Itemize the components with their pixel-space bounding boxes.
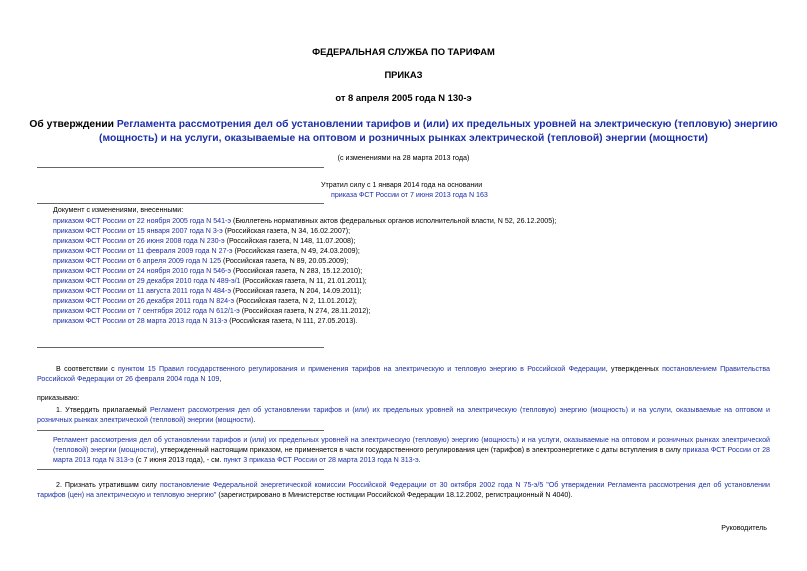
signature-title: Руководитель (721, 524, 767, 532)
list-item (53, 276, 557, 286)
list-item (53, 226, 557, 236)
divider (37, 469, 324, 470)
amendment-link[interactable]: приказом ФСТ России от 29 декабря 2010 года N 489-э/1 (53, 277, 241, 285)
amendment-source: (Российская газета, N 2, 11.01.2012); (234, 297, 357, 305)
doc-type-heading: ПРИКАЗ (384, 69, 423, 80)
government-decree-link[interactable]: постановлением Правительства Российской Федерации от 26 февраля 2004 года N 109 (37, 365, 770, 383)
amendment-source: (Российская газета, N 34, 16.02.2007); (222, 227, 351, 235)
item2-paragraph (37, 480, 770, 500)
amendment-link[interactable]: приказом ФСТ России от 11 августа 2011 года N 484-э (53, 287, 231, 295)
list-item (53, 256, 557, 266)
list-item (53, 236, 557, 246)
date-number-heading: от 8 апреля 2005 года N 130-э (335, 92, 472, 103)
amendment-source: (Российская газета, N 283, 15.12.2010); (231, 267, 363, 275)
amendment-source: (Бюллетень нормативных актов федеральных органов исполнительной власти, N 52, 26.12.2005); (231, 217, 557, 225)
amendment-source: (Российская газета, N 111, 27.05.2013). (227, 317, 358, 325)
amendment-source: (Российская газета, N 11, 21.01.2011); (240, 277, 367, 285)
amendment-source: (Российская газета, N 204, 14.09.2011); (230, 287, 362, 295)
note-paragraph (53, 435, 770, 465)
preamble-text: , утвержденных (605, 365, 663, 373)
preamble-text: , (219, 375, 222, 383)
document-title (25, 118, 782, 146)
divider (37, 203, 324, 204)
amendment-link[interactable]: приказом ФСТ России от 7 сентября 2012 года N 612/1-э (53, 307, 240, 315)
item1-text: 1. Утвердить прилагаемый (56, 406, 151, 414)
list-item (53, 296, 557, 306)
agency-heading: ФЕДЕРАЛЬНАЯ СЛУЖБА ПО ТАРИФАМ (312, 46, 495, 57)
divider (37, 167, 324, 168)
clause-3-link[interactable]: пункт 3 приказа ФСТ России от 28 марта 2013 года N 313-э (223, 456, 419, 464)
item2-text: (зарегистрировано в Министерстве юстиции Российской Федерации 18.12.2002, регистрационный N 4040). (216, 491, 573, 499)
regulation-link[interactable]: Регламент рассмотрения дел об установлении тарифов и (или) их предельных уровней на электрическую (тепловую) энергию (мощность) и на услуги, оказываемые на оптовом и розничных рынках электрической (тепловой) энергии (мощности) (37, 406, 771, 424)
amendment-source: (Российская газета, N 148, 11.07.2008); (224, 237, 356, 245)
title-prefix: Об утверждении (29, 119, 117, 130)
order-word: приказываю: (37, 394, 80, 402)
note-text: , утвержденный настоящим приказом, не применяется в части государственного регулирования цен (тарифов) в электроэнергетике с даты вступления в силу (156, 446, 683, 454)
note-text: . (418, 456, 421, 464)
title-regulation-link[interactable]: Регламента рассмотрения дел об установлении тарифов и (или) их предельных уровней на электрическую (тепловую) энергию (мощность) и на услуги, оказываемые на оптовом и розничных рынках электрической (тепловой) энергии (мощности) (99, 119, 778, 144)
amendment-source: (Российская газета, N 49, 24.03.2009); (232, 247, 360, 255)
note-regulation-link[interactable]: Регламент рассмотрения дел об установлении тарифов и (или) их предельных уровней на электрическую (тепловую) энергию (мощность) и на услуги, оказываемые на оптовом и розничных рынках электрической (тепловой) энергии (мощности) (53, 436, 770, 454)
lost-force-text: Утратил силу с 1 января 2014 года на основании (321, 181, 483, 189)
list-item (53, 266, 557, 276)
amendment-link[interactable]: приказом ФСТ России от 11 февраля 2009 года N 27-э (53, 247, 233, 255)
amendment-source: (Российская газета, N 274, 28.11.2012); (239, 307, 371, 315)
amendment-link[interactable]: приказом ФСТ России от 15 января 2007 года N 3-э (53, 227, 223, 235)
amendment-link[interactable]: приказом ФСТ России от 28 марта 2013 года N 313-э (53, 317, 228, 325)
preamble-paragraph (37, 364, 770, 384)
amendment-link[interactable]: приказом ФСТ России от 22 ноября 2005 года N 541-э (53, 217, 232, 225)
amended-note: (с изменениями на 28 марта 2013 года) (337, 153, 470, 162)
list-item (53, 286, 557, 296)
divider (37, 347, 324, 348)
fek-decree-link[interactable]: постановление Федеральной энергетической комиссии Российской Федерации от 30 октября 2002 года N 75-э/5 "Об утверждении Регламента рассмотрения дел об установлении тарифов (цен) на электрическую и тепловую энергию" (37, 481, 770, 499)
list-item (53, 246, 557, 256)
list-item (53, 306, 557, 316)
amendments-list (53, 216, 557, 326)
note-text: (с 7 июня 2013 года), - см. (133, 456, 224, 464)
item1-text: . (253, 416, 256, 424)
amendment-link[interactable]: приказом ФСТ России от 6 апреля 2009 года N 125 (53, 257, 222, 265)
item1-paragraph (37, 405, 770, 425)
list-item (53, 216, 557, 226)
amendment-source: (Российская газета, N 89, 20.05.2009); (221, 257, 349, 265)
rules-link[interactable]: пунктом 15 Правил государственного регулирования и применения тарифов на электрическую и тепловую энергию в Российской Федерации (117, 365, 606, 373)
order-313-link[interactable]: приказа ФСТ России от 28 марта 2013 года N 313-э (53, 446, 770, 464)
list-item (53, 316, 557, 326)
amendment-link[interactable]: приказом ФСТ России от 26 июня 2008 года N 230-э (53, 237, 225, 245)
item2-text: 2. Признать утратившим силу (56, 481, 160, 489)
amendment-link[interactable]: приказом ФСТ России от 24 ноября 2010 года N 546-э (53, 267, 232, 275)
amendment-link[interactable]: приказом ФСТ России от 26 декабря 2011 года N 824-э (53, 297, 235, 305)
preamble-text: В соответствии с (56, 365, 118, 373)
lost-force-link[interactable]: приказа ФСТ России от 7 июня 2013 года N 163 (331, 191, 488, 199)
divider (37, 430, 324, 431)
amendments-intro: Документ с изменениями, внесенными: (53, 206, 184, 214)
